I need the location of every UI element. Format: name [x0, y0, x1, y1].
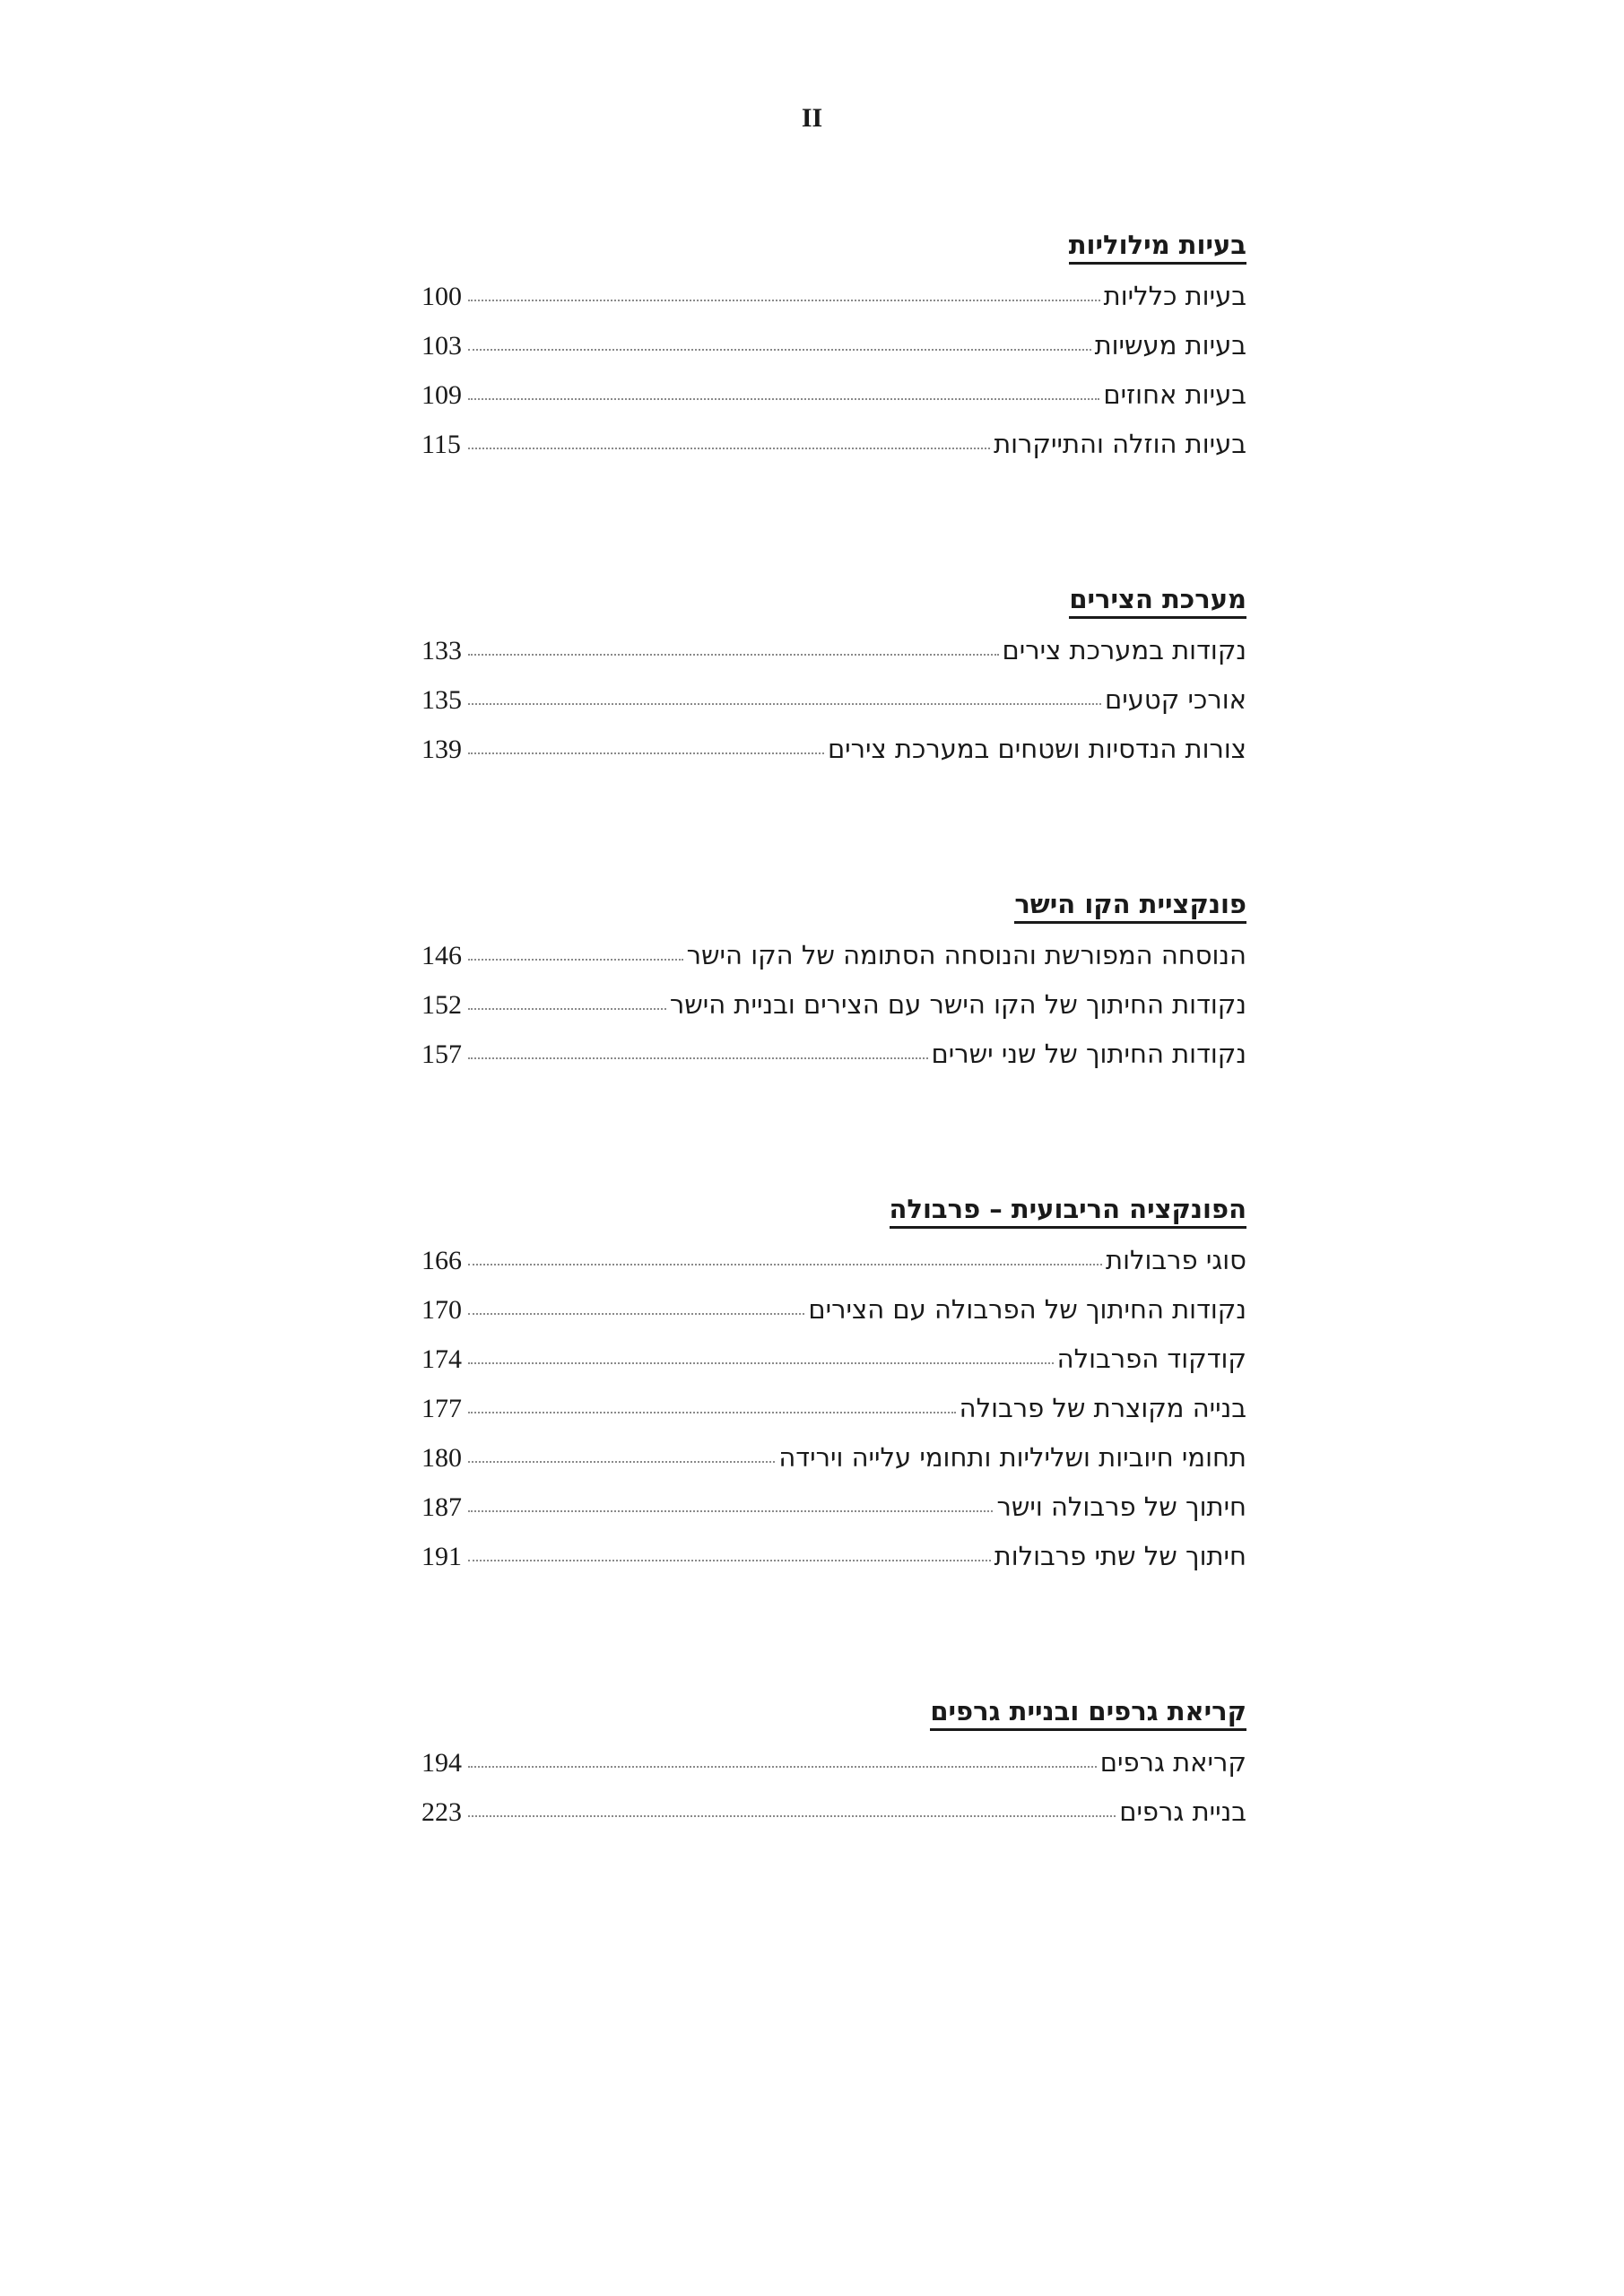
toc-entry — [421, 980, 1246, 1030]
dot-leader — [468, 1510, 993, 1512]
dot-leader — [468, 1008, 666, 1010]
entry-title: נקודות החיתוך של הקו הישר עם הצירים ובניית הישר — [669, 989, 1246, 1020]
entry-title: סוגי פרבולות — [1106, 1245, 1246, 1275]
toc-entry — [421, 1384, 1246, 1433]
entry-page-number: 103 — [421, 331, 462, 361]
entry-page-number: 180 — [421, 1443, 462, 1473]
dot-leader — [468, 959, 683, 961]
dot-leader — [468, 1313, 804, 1315]
toc-entry — [421, 675, 1246, 725]
entry-title: קודקוד הפרבולה — [1056, 1344, 1246, 1374]
entry-title: בנייה מקוצרת של פרבולה — [959, 1393, 1246, 1423]
toc-entry — [421, 1285, 1246, 1335]
entry-title: צורות הנדסיות ושטחים במערכת צירים — [827, 734, 1246, 764]
page-number: II — [801, 103, 823, 133]
toc-entry — [421, 1433, 1246, 1483]
dot-leader — [468, 349, 1091, 351]
entry-page-number: 194 — [421, 1748, 462, 1778]
dot-leader — [468, 1815, 1116, 1817]
dot-leader — [468, 1560, 991, 1561]
toc-entry — [421, 1236, 1246, 1285]
toc-entry — [421, 272, 1246, 321]
toc-entry — [421, 370, 1246, 420]
entry-page-number: 177 — [421, 1394, 462, 1423]
entry-title: נקודות החיתוך של הפרבולה עם הצירים — [808, 1294, 1246, 1325]
dot-leader — [468, 1461, 775, 1463]
entry-page-number: 187 — [421, 1492, 462, 1522]
entry-page-number: 170 — [421, 1295, 462, 1325]
entry-title: חיתוך של שתי פרבולות — [994, 1541, 1246, 1571]
entry-title: נקודות החיתוך של שני ישרים — [931, 1039, 1246, 1069]
entry-title: בעיות אחוזים — [1103, 379, 1246, 410]
section-title — [421, 1187, 1246, 1236]
dot-leader — [468, 398, 1099, 400]
entry-title: בעיות הוזלה והתייקרות — [994, 429, 1246, 459]
entry-page-number: 152 — [421, 990, 462, 1020]
section-title — [421, 577, 1246, 626]
toc-section — [421, 1187, 1246, 1581]
entry-title: בעיות מעשיות — [1094, 330, 1246, 361]
section-title-text: קריאת גרפים ובניית גרפים — [930, 1696, 1246, 1731]
entry-title: אורכי קטעים — [1105, 684, 1246, 715]
dot-leader — [468, 300, 1100, 301]
section-title-text: מערכת הצירים — [1069, 584, 1246, 619]
toc-section — [421, 577, 1246, 774]
entry-title: נקודות במערכת צירים — [1002, 635, 1246, 665]
entry-page-number: 135 — [421, 685, 462, 715]
entry-page-number: 157 — [421, 1039, 462, 1069]
section-title — [421, 222, 1246, 272]
entry-title: חיתוך של פרבולה וישר — [996, 1492, 1246, 1522]
toc-section — [421, 1689, 1246, 1837]
toc-entry — [421, 1787, 1246, 1837]
entry-page-number: 115 — [421, 430, 461, 459]
toc-entry — [421, 626, 1246, 675]
toc-entry — [421, 931, 1246, 980]
entry-page-number: 174 — [421, 1344, 462, 1374]
toc-entry — [421, 725, 1246, 774]
toc-entry — [421, 1738, 1246, 1787]
entry-title: בעיות כלליות — [1103, 281, 1246, 311]
dot-leader — [468, 703, 1101, 705]
entry-page-number: 223 — [421, 1797, 462, 1827]
section-title — [421, 882, 1246, 931]
entry-page-number: 139 — [421, 735, 462, 764]
entry-page-number: 133 — [421, 636, 462, 665]
dot-leader — [468, 1766, 1097, 1768]
toc-entry — [421, 420, 1246, 469]
entry-page-number: 109 — [421, 380, 462, 410]
entry-page-number: 191 — [421, 1542, 462, 1571]
table-of-contents — [421, 222, 1246, 1944]
section-title-text: בעיות מילוליות — [1069, 230, 1246, 265]
entry-title: קריאת גרפים — [1099, 1747, 1246, 1778]
entry-page-number: 100 — [421, 282, 462, 311]
dot-leader — [468, 1362, 1054, 1364]
dot-leader — [468, 1264, 1102, 1265]
dot-leader — [468, 1412, 956, 1413]
entry-page-number: 146 — [421, 941, 462, 970]
toc-section — [421, 882, 1246, 1079]
dot-leader — [468, 448, 990, 449]
toc-entry — [421, 1483, 1246, 1532]
section-title-text: פונקציית הקו הישר — [1014, 889, 1246, 924]
dot-leader — [468, 654, 999, 656]
dot-leader — [468, 752, 824, 754]
section-title — [421, 1689, 1246, 1738]
entry-page-number: 166 — [421, 1246, 462, 1275]
dot-leader — [468, 1057, 928, 1059]
toc-entry — [421, 1030, 1246, 1079]
entry-title: בניית גרפים — [1119, 1796, 1246, 1827]
toc-entry — [421, 1532, 1246, 1581]
toc-entry — [421, 321, 1246, 370]
entry-title: הנוסחה המפורשת והנוסחה הסתומה של הקו הישר — [686, 940, 1246, 970]
toc-entry — [421, 1335, 1246, 1384]
section-title-text: הפונקציה הריבועית – פרבולה — [890, 1194, 1247, 1229]
entry-title: תחומי חיוביות ושליליות ותחומי עלייה וירידה — [778, 1442, 1246, 1473]
toc-section — [421, 222, 1246, 469]
